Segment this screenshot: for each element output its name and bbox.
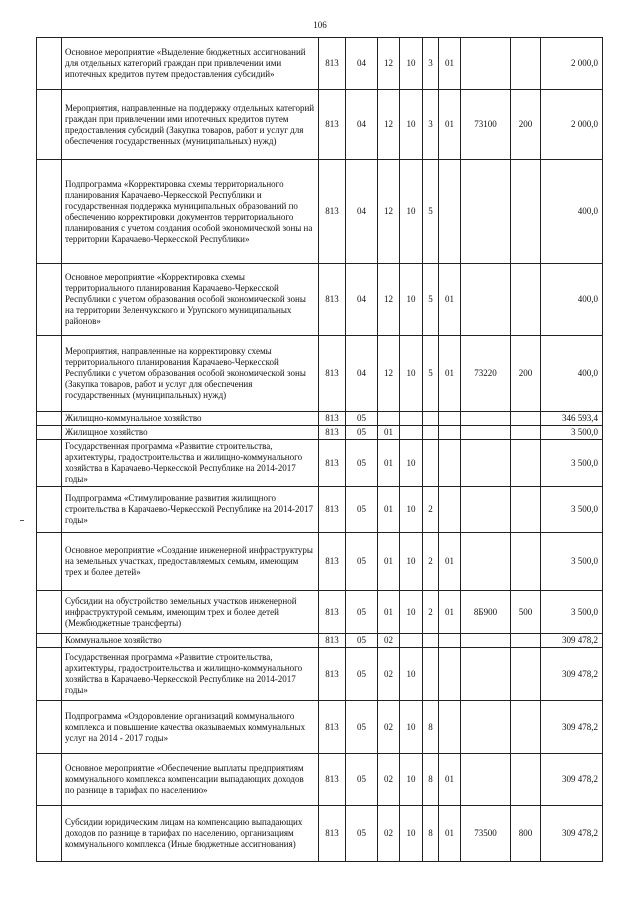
cell-c1: 10 (400, 701, 423, 754)
cell-c3 (439, 701, 461, 754)
cell-sum: 3 500,0 (541, 487, 603, 533)
cell-c2 (423, 412, 439, 426)
cell-c1: 10 (400, 648, 423, 701)
table-row (37, 90, 603, 160)
cell-vr (511, 533, 541, 591)
cell-pr: 02 (378, 634, 400, 648)
cell-c4 (461, 533, 511, 591)
cell-c3: 01 (439, 533, 461, 591)
cell-c3: 01 (439, 336, 461, 412)
cell-sum: 309 478,2 (541, 634, 603, 648)
cell-c2: 2 (423, 533, 439, 591)
cell-c4 (461, 412, 511, 426)
cell-rz: 05 (346, 487, 378, 533)
cell-c1: 10 (400, 440, 423, 487)
cell-vr (511, 487, 541, 533)
cell-name: Жилищное хозяйство (62, 426, 319, 440)
cell-sum: 400,0 (541, 264, 603, 336)
cell-number (37, 648, 62, 701)
cell-sum: 309 478,2 (541, 701, 603, 754)
cell-c3 (439, 648, 461, 701)
cell-c4: 8Б900 (461, 591, 511, 634)
table-row (37, 754, 603, 806)
cell-pr: 01 (378, 591, 400, 634)
cell-ved: 813 (319, 160, 346, 264)
cell-rz: 05 (346, 412, 378, 426)
cell-c1: 10 (400, 591, 423, 634)
cell-sum: 400,0 (541, 160, 603, 264)
cell-number (37, 754, 62, 806)
cell-number (37, 440, 62, 487)
cell-c3: 01 (439, 806, 461, 862)
cell-number (37, 591, 62, 634)
cell-c1: 10 (400, 90, 423, 160)
cell-c4 (461, 440, 511, 487)
cell-vr (511, 412, 541, 426)
cell-c2: 3 (423, 38, 439, 90)
cell-number (37, 264, 62, 336)
cell-c2: 2 (423, 591, 439, 634)
cell-vr (511, 701, 541, 754)
cell-vr: 800 (511, 806, 541, 862)
cell-name: Жилищно-коммунальное хозяйство (62, 412, 319, 426)
cell-c1 (400, 634, 423, 648)
cell-c3 (439, 634, 461, 648)
cell-sum: 2 000,0 (541, 90, 603, 160)
cell-ved: 813 (319, 533, 346, 591)
cell-ved: 813 (319, 412, 346, 426)
table-row (37, 440, 603, 487)
cell-c2: 5 (423, 160, 439, 264)
cell-vr: 200 (511, 90, 541, 160)
cell-sum: 3 500,0 (541, 591, 603, 634)
cell-sum: 309 478,2 (541, 806, 603, 862)
cell-c4: 73220 (461, 336, 511, 412)
cell-ved: 813 (319, 648, 346, 701)
cell-vr: 500 (511, 591, 541, 634)
cell-c1: 10 (400, 38, 423, 90)
cell-ved: 813 (319, 440, 346, 487)
cell-c1: 10 (400, 264, 423, 336)
cell-ved: 813 (319, 754, 346, 806)
cell-pr: 12 (378, 38, 400, 90)
cell-name: Подпрограмма «Оздоровление организаций коммунального комплекса и повышение качества оказываемых коммунальных услуг на 2014 - 2017 годы» (62, 701, 319, 754)
cell-c2: 8 (423, 806, 439, 862)
cell-ved: 813 (319, 38, 346, 90)
cell-sum: 3 500,0 (541, 533, 603, 591)
cell-c3: 01 (439, 90, 461, 160)
cell-ved: 813 (319, 487, 346, 533)
cell-pr: 01 (378, 487, 400, 533)
cell-rz: 05 (346, 426, 378, 440)
cell-name: Подпрограмма «Стимулирование развития жилищного строительства в Карачаево-Черкесской Республике на 2014-2017 годы» (62, 487, 319, 533)
cell-c2 (423, 648, 439, 701)
cell-c2: 5 (423, 336, 439, 412)
cell-rz: 05 (346, 634, 378, 648)
cell-c4 (461, 38, 511, 90)
cell-c2: 8 (423, 754, 439, 806)
cell-c2: 8 (423, 701, 439, 754)
cell-c1: 10 (400, 533, 423, 591)
cell-c3 (439, 412, 461, 426)
cell-vr (511, 634, 541, 648)
table-row (37, 806, 603, 862)
cell-vr (511, 160, 541, 264)
cell-pr: 12 (378, 160, 400, 264)
cell-pr: 12 (378, 264, 400, 336)
cell-rz: 04 (346, 90, 378, 160)
cell-rz: 05 (346, 440, 378, 487)
margin-mark (20, 520, 24, 521)
cell-rz: 04 (346, 264, 378, 336)
cell-rz: 05 (346, 701, 378, 754)
cell-ved: 813 (319, 336, 346, 412)
cell-number (37, 634, 62, 648)
cell-ved: 813 (319, 806, 346, 862)
cell-c2 (423, 440, 439, 487)
cell-name: Государственная программа «Развитие строительства, архитектуры, градостроительства и жилищно-коммунального хозяйства в Карачаево-Черкесской Республике на 2014-2017 годы» (62, 648, 319, 701)
cell-number (37, 160, 62, 264)
cell-sum: 346 593,4 (541, 412, 603, 426)
cell-c3 (439, 487, 461, 533)
table-row (37, 533, 603, 591)
cell-c4 (461, 701, 511, 754)
cell-sum: 400,0 (541, 336, 603, 412)
cell-pr: 02 (378, 648, 400, 701)
cell-ved: 813 (319, 634, 346, 648)
cell-number (37, 38, 62, 90)
cell-name: Мероприятия, направленные на корректировку схемы территориального планирования Карачаево-Черкесской Республики с учетом образования особой экономической зоны (Закупка товаров, работ и услуг для обеспечения государственных (муниципальных) нужд) (62, 336, 319, 412)
cell-number (37, 90, 62, 160)
table-row (37, 648, 603, 701)
cell-name: Государственная программа «Развитие строительства, архитектуры, градостроительства и жилищно-коммунального хозяйства в Карачаево-Черкесской Республике на 2014-2017 годы» (62, 440, 319, 487)
cell-c3: 01 (439, 264, 461, 336)
cell-vr: 200 (511, 336, 541, 412)
table-row (37, 487, 603, 533)
cell-vr (511, 440, 541, 487)
table-row (37, 264, 603, 336)
cell-pr: 01 (378, 440, 400, 487)
table-row (37, 426, 603, 440)
cell-c2: 5 (423, 264, 439, 336)
cell-c1: 10 (400, 754, 423, 806)
cell-ved: 813 (319, 90, 346, 160)
cell-name: Мероприятия, направленные на поддержку отдельных категорий граждан при привлечении ими ипотечных кредитов путем предоставления субсидий (Закупка товаров, работ и услуг для обеспечения государственных (муниципальных) нужд) (62, 90, 319, 160)
cell-c2: 3 (423, 90, 439, 160)
cell-number (37, 336, 62, 412)
cell-c1 (400, 426, 423, 440)
cell-ved: 813 (319, 701, 346, 754)
cell-c1: 10 (400, 487, 423, 533)
cell-c4: 73500 (461, 806, 511, 862)
cell-c4 (461, 754, 511, 806)
cell-vr (511, 754, 541, 806)
cell-pr: 12 (378, 90, 400, 160)
cell-vr (511, 648, 541, 701)
cell-sum: 2 000,0 (541, 38, 603, 90)
cell-sum: 3 500,0 (541, 440, 603, 487)
cell-c2: 2 (423, 487, 439, 533)
cell-pr: 02 (378, 806, 400, 862)
cell-pr: 01 (378, 533, 400, 591)
cell-pr (378, 412, 400, 426)
cell-rz: 05 (346, 648, 378, 701)
cell-c3: 01 (439, 38, 461, 90)
cell-c2 (423, 634, 439, 648)
cell-rz: 05 (346, 533, 378, 591)
cell-pr: 01 (378, 426, 400, 440)
cell-vr (511, 426, 541, 440)
cell-name: Субсидии на обустройство земельных участков инженерной инфраструктурой семьям, имеющим трех и более детей (Межбюджетные трансферты) (62, 591, 319, 634)
cell-c1: 10 (400, 160, 423, 264)
cell-name: Коммунальное хозяйство (62, 634, 319, 648)
cell-rz: 04 (346, 336, 378, 412)
cell-c4: 73100 (461, 90, 511, 160)
cell-rz: 04 (346, 160, 378, 264)
budget-table (36, 37, 603, 862)
cell-c2 (423, 426, 439, 440)
cell-ved: 813 (319, 591, 346, 634)
cell-name: Основное мероприятие «Выделение бюджетных ассигнований для отдельных категорий граждан при привлечении ими ипотечных кредитов путем предоставления субсидий» (62, 38, 319, 90)
cell-c4 (461, 648, 511, 701)
cell-pr: 02 (378, 701, 400, 754)
cell-rz: 05 (346, 591, 378, 634)
cell-vr (511, 38, 541, 90)
page-number: 106 (313, 20, 327, 30)
table-row (37, 701, 603, 754)
cell-c3: 01 (439, 754, 461, 806)
cell-sum: 309 478,2 (541, 754, 603, 806)
cell-c1 (400, 412, 423, 426)
cell-ved: 813 (319, 264, 346, 336)
cell-c1: 10 (400, 806, 423, 862)
cell-name: Основное мероприятие «Корректировка схемы территориального планирования Карачаево-Черкесской Республики с учетом образования особой экономической зоны на территории Зеленчукского и Урупского муниципальных районов» (62, 264, 319, 336)
cell-rz: 04 (346, 38, 378, 90)
cell-name: Основное мероприятие «Создание инженерной инфраструктуры на земельных участках, предоставляемых семьям, имеющим трех и более детей» (62, 533, 319, 591)
cell-number (37, 412, 62, 426)
cell-rz: 05 (346, 806, 378, 862)
table-row (37, 634, 603, 648)
cell-sum: 3 500,0 (541, 426, 603, 440)
cell-name: Субсидии юридическим лицам на компенсацию выпадающих доходов по разнице в тарифах по населению, организациям коммунального комплекса (Иные бюджетные ассигнования) (62, 806, 319, 862)
table-row (37, 38, 603, 90)
cell-ved: 813 (319, 426, 346, 440)
cell-rz: 05 (346, 754, 378, 806)
table-row (37, 160, 603, 264)
cell-c1: 10 (400, 336, 423, 412)
table-row (37, 591, 603, 634)
cell-c3 (439, 440, 461, 487)
cell-c4 (461, 160, 511, 264)
cell-number (37, 701, 62, 754)
cell-c3 (439, 426, 461, 440)
table-row (37, 412, 603, 426)
cell-number (37, 426, 62, 440)
cell-pr: 02 (378, 754, 400, 806)
cell-vr (511, 264, 541, 336)
cell-number (37, 487, 62, 533)
cell-c3: 01 (439, 591, 461, 634)
cell-sum: 309 478,2 (541, 648, 603, 701)
table-row (37, 336, 603, 412)
cell-number (37, 533, 62, 591)
cell-c4 (461, 264, 511, 336)
cell-c3 (439, 160, 461, 264)
cell-pr: 12 (378, 336, 400, 412)
cell-name: Подпрограмма «Корректировка схемы территориального планирования Карачаево-Черкесской Республики и государственная поддержка муниципальных образований по обеспечению корректировки документов территориального планирования с учетом создания особой экономической зоны на территории Карачаево-Черкесской Республики» (62, 160, 319, 264)
cell-c4 (461, 487, 511, 533)
cell-c4 (461, 426, 511, 440)
cell-c4 (461, 634, 511, 648)
cell-number (37, 806, 62, 862)
cell-name: Основное мероприятие «Обеспечение выплаты предприятиям коммунального комплекса компенсации выпадающих доходов по разнице в тарифах по населению» (62, 754, 319, 806)
